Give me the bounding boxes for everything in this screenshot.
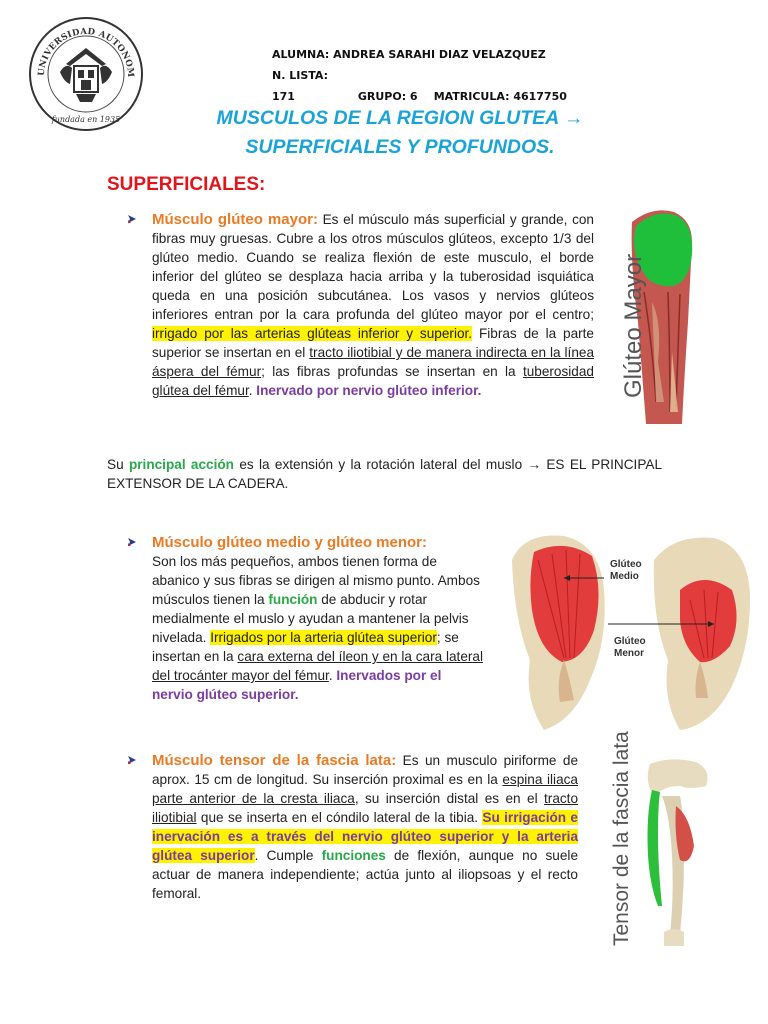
seal-founded: fundada en 1935: [51, 115, 121, 124]
tensor-label: Tensor de la fascia lata: [610, 731, 633, 946]
tensor-highlight: Su irrigación e inervación es a través del nervio glúteo superior y la arteria glútea superior: [152, 810, 578, 863]
university-seal-logo: [26, 12, 146, 134]
bullet-arrow-icon: [127, 755, 137, 765]
gluteo-mayor-paragraph: [152, 210, 594, 400]
matricula-number: MATRICULA: 4617750: [433, 90, 567, 103]
tensor-text-3: que se inserta en el cóndilo lateral de la tibia.: [196, 810, 483, 825]
label-gluteo-medio-1: Glúteo: [610, 559, 642, 570]
accion-green: principal acción: [128, 457, 234, 472]
bullet-arrow-icon: [127, 214, 137, 224]
list-number: N. LISTA: 171: [272, 69, 329, 103]
tensor-green: funciones: [321, 848, 386, 863]
tensor-paragraph: [152, 751, 578, 903]
gluteo-medio-text-3: ; se insertan en la: [152, 630, 459, 664]
gluteo-mayor-label: Glúteo Mayor: [620, 253, 647, 398]
gluteo-mayor-underline-1: tracto iliotibial y de manera indirecta en la línea áspera del fémur: [152, 345, 595, 379]
gluteo-mayor-highlight: irrigado por las arterias glúteas inferior y superior.: [152, 326, 473, 341]
gluteo-mayor-text-4: .: [248, 383, 257, 398]
gluteo-mayor-underline-2: tuberosidad glútea del fémur: [152, 364, 594, 398]
tensor-underline-2: tracto iliotibial: [152, 791, 579, 825]
gluteo-medio-underline: cara externa del íleon y en la cara lateral del trocánter mayor del fémur: [152, 649, 483, 683]
gluteo-medio-green: función: [268, 592, 318, 607]
tensor-text-4: . Cumple: [254, 848, 322, 863]
tensor-fascia-lata-image: [640, 756, 718, 946]
gluteo-medio-text-4: .: [328, 668, 337, 683]
label-gluteo-menor-1: Glúteo: [614, 636, 646, 647]
gluteo-mayor-heading: Músculo glúteo mayor:: [152, 211, 318, 228]
label-gluteo-medio-2: Medio: [610, 571, 639, 582]
tensor-underline-1: espina iliaca parte anterior de la cresta iliaca: [152, 772, 578, 806]
gluteo-medio-heading: Músculo glúteo medio y glúteo menor:: [152, 534, 428, 551]
tensor-text-5: de flexión, aunque no suele actuar de manera independiente; actúa junto al iliopsoas y el recto femoral.: [152, 848, 578, 901]
bullet-arrow-icon: [127, 537, 137, 547]
gluteo-mayor-text-2: Fibras de la parte superior se insertan en el: [152, 326, 594, 360]
gluteo-medio-text-1: Son los más pequeños, ambos tienen forma de abanico y sus fibras se dirigen al mismo punto. Ambos músculos tienen la: [152, 554, 480, 607]
svg-text:UNIVERSIDAD AUTONOMA DE GUADAL: [26, 12, 135, 78]
tensor-text-1: Es un musculo piriforme de aprox. 15 cm de longitud. Su inserción proximal es en la: [152, 753, 579, 787]
student-name: ALUMNA: ANDREA SARAHI DIAZ VELAZQUEZ: [272, 48, 546, 61]
accion-text-2: es la extensión y la rotación lateral del muslo → ES EL PRINCIPAL EXTENSOR DE LA CADERA.: [107, 457, 663, 491]
tensor-heading: Músculo tensor de la fascia lata:: [152, 752, 397, 769]
tensor-text-2: , su inserción distal es en el: [354, 791, 545, 806]
gluteo-medio-paragraph: [152, 533, 484, 704]
student-header: [272, 44, 567, 107]
group-number: GRUPO: 6: [357, 90, 418, 103]
gluteo-mayor-text-3: ; las fibras profundas se insertan en la: [261, 364, 523, 379]
title-line-2: SUPERFICIALES Y PROFUNDOS.: [245, 136, 555, 158]
gluteo-medio-highlight: Irrigados por la arteria glútea superior: [210, 630, 437, 645]
gluteo-medio-text-2: de abducir y rotar medialmente el muslo y ayudan a mantener la pelvis nivelada.: [152, 592, 469, 645]
title-line-1: MUSCULOS DE LA REGION GLUTEA →: [216, 107, 584, 129]
section-heading: SUPERFICIALES:: [107, 174, 266, 195]
gluteo-mayor-text-1: Es el músculo más superficial y grande, con fibras muy gruesas. Cubre a los otros músculos glúteos, excepto 1/3 del glúteo medio. Cuando se realiza flexión de este musculo, el borde inferior del glúteo se desplaza hacia arriba y la tuberosidad isquiática queda en una posición subcutánea. Los vasos y nervios glúteos inferiores entran por la cara profunda del glúteo mayor por el centro;: [152, 212, 594, 322]
label-gluteo-medio: [610, 559, 642, 583]
label-gluteo-menor-2: Menor: [614, 648, 644, 659]
gluteo-mayor-innervation: Inervado por nervio glúteo inferior.: [256, 383, 482, 398]
gluteo-medio-innervation: Inervados por el nervio glúteo superior.: [152, 668, 442, 702]
accion-text-1: Su: [107, 457, 129, 472]
label-gluteo-menor: [614, 636, 646, 660]
principal-accion-paragraph: [107, 455, 662, 493]
seal-text: UNIVERSIDAD AUTONOM: [36, 26, 136, 78]
page-title: [150, 104, 650, 162]
